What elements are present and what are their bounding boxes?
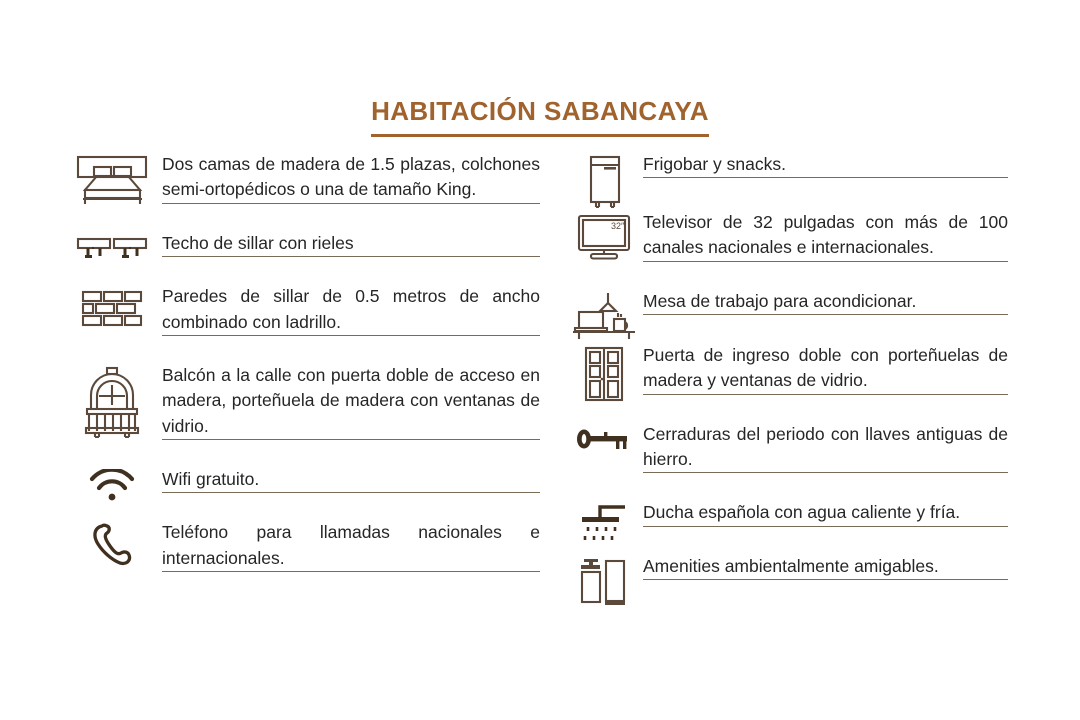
left-feature-column	[0, 152, 540, 608]
feature-divider	[643, 177, 1008, 178]
features-columns	[0, 152, 1080, 608]
feature-item-amenities	[565, 554, 1008, 608]
page-title-container	[0, 96, 1080, 137]
feature-text-cell	[643, 152, 1008, 205]
feature-divider	[162, 256, 540, 257]
feature-text-cell	[162, 231, 540, 284]
feature-text: Televisor de 32 pulgadas con más de 100 canales nacionales e internacionales.	[643, 212, 1008, 258]
television-icon	[565, 210, 643, 262]
feature-text: Balcón a la calle con puerta doble de acceso en madera, porteñuela de madera con ventanas de vidrio.	[162, 364, 540, 436]
feature-text: Mesa de trabajo para acondicionar.	[643, 290, 917, 311]
shower-icon	[565, 500, 643, 550]
feature-text: Ducha española con agua caliente y fría.	[643, 502, 961, 523]
antique-key-icon	[565, 422, 643, 454]
feature-item-double-door	[565, 343, 1008, 422]
desk-lamp-laptop-icon	[565, 289, 643, 343]
balcony-icon	[62, 363, 162, 441]
feature-item-television	[565, 210, 1008, 289]
feature-text: Amenities ambientalmente amigables.	[643, 555, 939, 576]
double-door-icon	[565, 343, 643, 403]
feature-item-antique-key	[565, 422, 1008, 501]
feature-divider	[162, 203, 540, 204]
feature-item-wifi	[62, 467, 540, 520]
feature-text: Paredes de sillar de 0.5 metros de ancho combinado con ladrillo.	[162, 286, 540, 332]
wifi-icon	[62, 467, 162, 505]
minibar-fridge-icon	[565, 152, 643, 210]
feature-divider	[643, 314, 1008, 315]
feature-text-cell	[162, 520, 540, 599]
feature-text: Cerraduras del periodo con llaves antiguas de hierro.	[643, 423, 1008, 469]
feature-item-minibar	[565, 152, 1008, 210]
feature-text: Wifi gratuito.	[162, 469, 260, 489]
feature-item-balcony	[62, 363, 540, 467]
feature-text-cell	[643, 289, 1008, 342]
bed-icon	[62, 152, 162, 206]
feature-divider	[162, 439, 540, 440]
feature-divider	[643, 526, 1008, 527]
feature-text-cell	[162, 152, 540, 231]
feature-text-cell	[162, 284, 540, 363]
feature-item-shower	[565, 500, 1008, 553]
feature-divider	[162, 335, 540, 336]
feature-text: Techo de sillar con rieles	[162, 232, 354, 253]
feature-divider	[162, 492, 540, 493]
feature-text-cell	[643, 422, 1008, 501]
brick-wall-icon	[62, 284, 162, 332]
feature-text-cell	[643, 554, 1008, 607]
feature-item-phone	[62, 520, 540, 599]
feature-divider	[643, 261, 1008, 262]
phone-icon	[62, 520, 162, 568]
feature-item-bed	[62, 152, 540, 231]
feature-item-ceiling-rails	[62, 231, 540, 284]
feature-text-cell	[162, 363, 540, 467]
feature-item-brick-wall	[62, 284, 540, 363]
feature-divider	[643, 472, 1008, 473]
ceiling-rails-icon	[62, 231, 162, 263]
feature-text: Teléfono para llamadas nacionales e internacionales.	[162, 522, 540, 568]
feature-divider	[643, 579, 1008, 580]
feature-item-work-desk	[565, 289, 1008, 343]
feature-text: Frigobar y snacks.	[643, 154, 786, 174]
page-title: HABITACIÓN SABANCAYA	[371, 96, 709, 137]
feature-divider	[162, 571, 540, 572]
toiletries-bottles-icon	[565, 554, 643, 608]
feature-text-cell	[643, 343, 1008, 422]
feature-text-cell	[643, 500, 1008, 553]
right-feature-column	[540, 152, 1080, 608]
feature-divider	[643, 394, 1008, 395]
feature-text: Dos camas de madera de 1.5 plazas, colchones semi-ortopédicos o una de tamaño King.	[162, 154, 540, 200]
feature-text: Puerta de ingreso doble con porteñuelas de madera y ventanas de vidrio.	[643, 344, 1008, 391]
feature-text-cell	[643, 210, 1008, 289]
feature-text-cell	[162, 467, 540, 520]
television-size-label: 32″	[611, 221, 625, 231]
